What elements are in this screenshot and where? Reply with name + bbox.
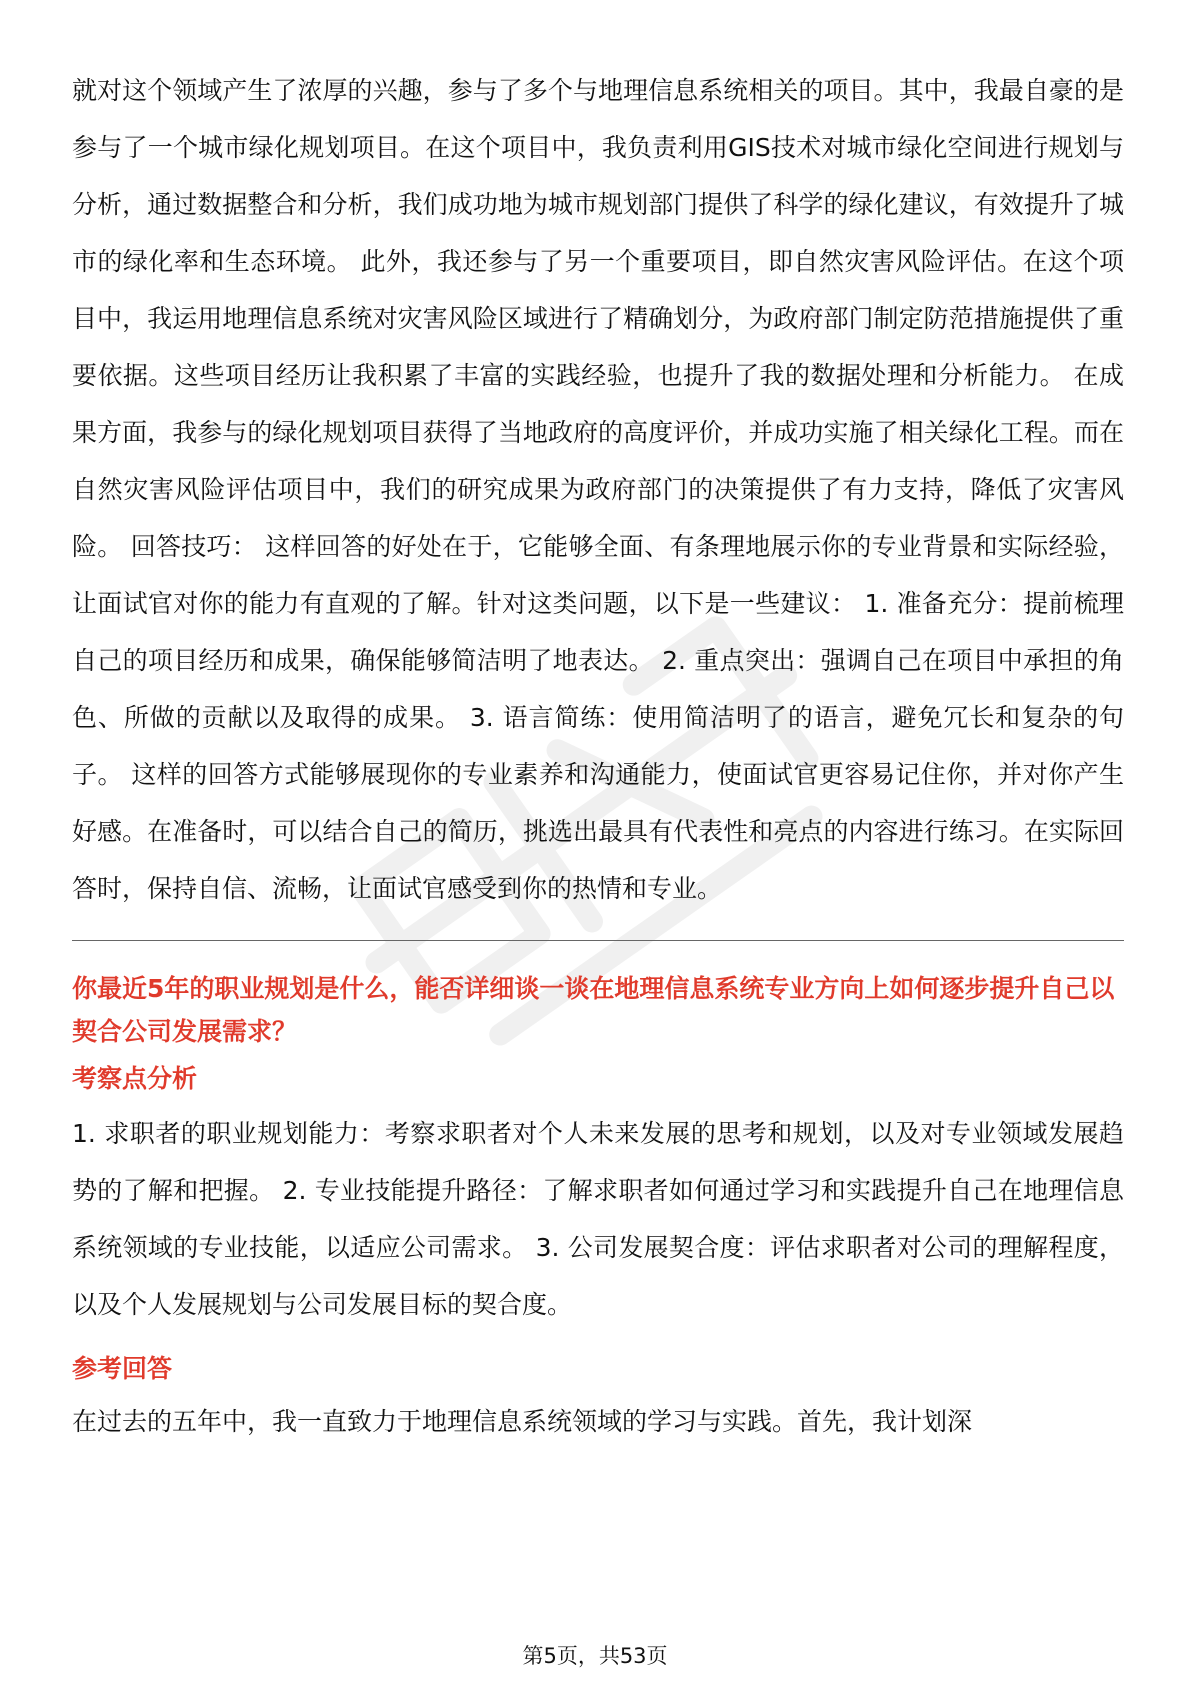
- page-number: 第5页，共53页: [522, 1644, 668, 1668]
- reference-answer-paragraph: 在过去的五年中，我一直致力于地理信息系统领域的学习与实践。首先，我计划深: [72, 1407, 973, 1436]
- reference-answer-heading: 参考回答: [72, 1354, 173, 1383]
- document-page: [72, 62, 1124, 1450]
- interview-question: 你最近5年的职业规划是什么，能否详细谈一谈在地理信息系统专业方向上如何逐步提升自己以契合公司发展需求？: [72, 974, 1115, 1046]
- section-divider: [72, 940, 1124, 941]
- analysis-heading: 考察点分析: [72, 1064, 198, 1093]
- analysis-paragraph: 1. 求职者的职业规划能力：考察求职者对个人未来发展的思考和规划，以及对专业领域发展趋势的了解和把握。 2. 专业技能提升路径：了解求职者如何通过学习和实践提升自己在地理信息系统领域的专业技能，以适应公司需求。 3. 公司发展契合度：评估求职者对公司的理解程度，以及个人发展规划与公司发展目标的契合度。: [72, 1119, 1124, 1319]
- intro-paragraph: 就对这个领域产生了浓厚的兴趣，参与了多个与地理信息系统相关的项目。其中，我最自豪的是参与了一个城市绿化规划项目。在这个项目中，我负责利用GIS技术对城市绿化空间进行规划与分析，通过数据整合和分析，我们成功地为城市规划部门提供了科学的绿化建议，有效提升了城市的绿化率和生态环境。 此外，我还参与了另一个重要项目，即自然灾害风险评估。在这个项目中，我运用地理信息系统对灾害风险区域进行了精确划分，为政府部门制定防范措施提供了重要依据。这些项目经历让我积累了丰富的实践经验，也提升了我的数据处理和分析能力。 在成果方面，我参与的绿化规划项目获得了当地政府的高度评价，并成功实施了相关绿化工程。而在自然灾害风险评估项目中，我们的研究成果为政府部门的决策提供了有力支持，降低了灾害风险。 回答技巧： 这样回答的好处在于，它能够全面、有条理地展示你的专业背景和实际经验，让面试官对你的能力有直观的了解。针对这类问题，以下是一些建议： 1. 准备充分：提前梳理自己的项目经历和成果，确保能够简洁明了地表达。 2. 重点突出：强调自己在项目中承担的角色、所做的贡献以及取得的成果。 3. 语言简练：使用简洁明了的语言，避免冗长和复杂的句子。 这样的回答方式能够展现你的专业素养和沟通能力，使面试官更容易记住你，并对你产生好感。在准备时，可以结合自己的简历，挑选出最具有代表性和亮点的内容进行练习。在实际回答时，保持自信、流畅，让面试官感受到你的热情和专业。: [72, 76, 1124, 903]
